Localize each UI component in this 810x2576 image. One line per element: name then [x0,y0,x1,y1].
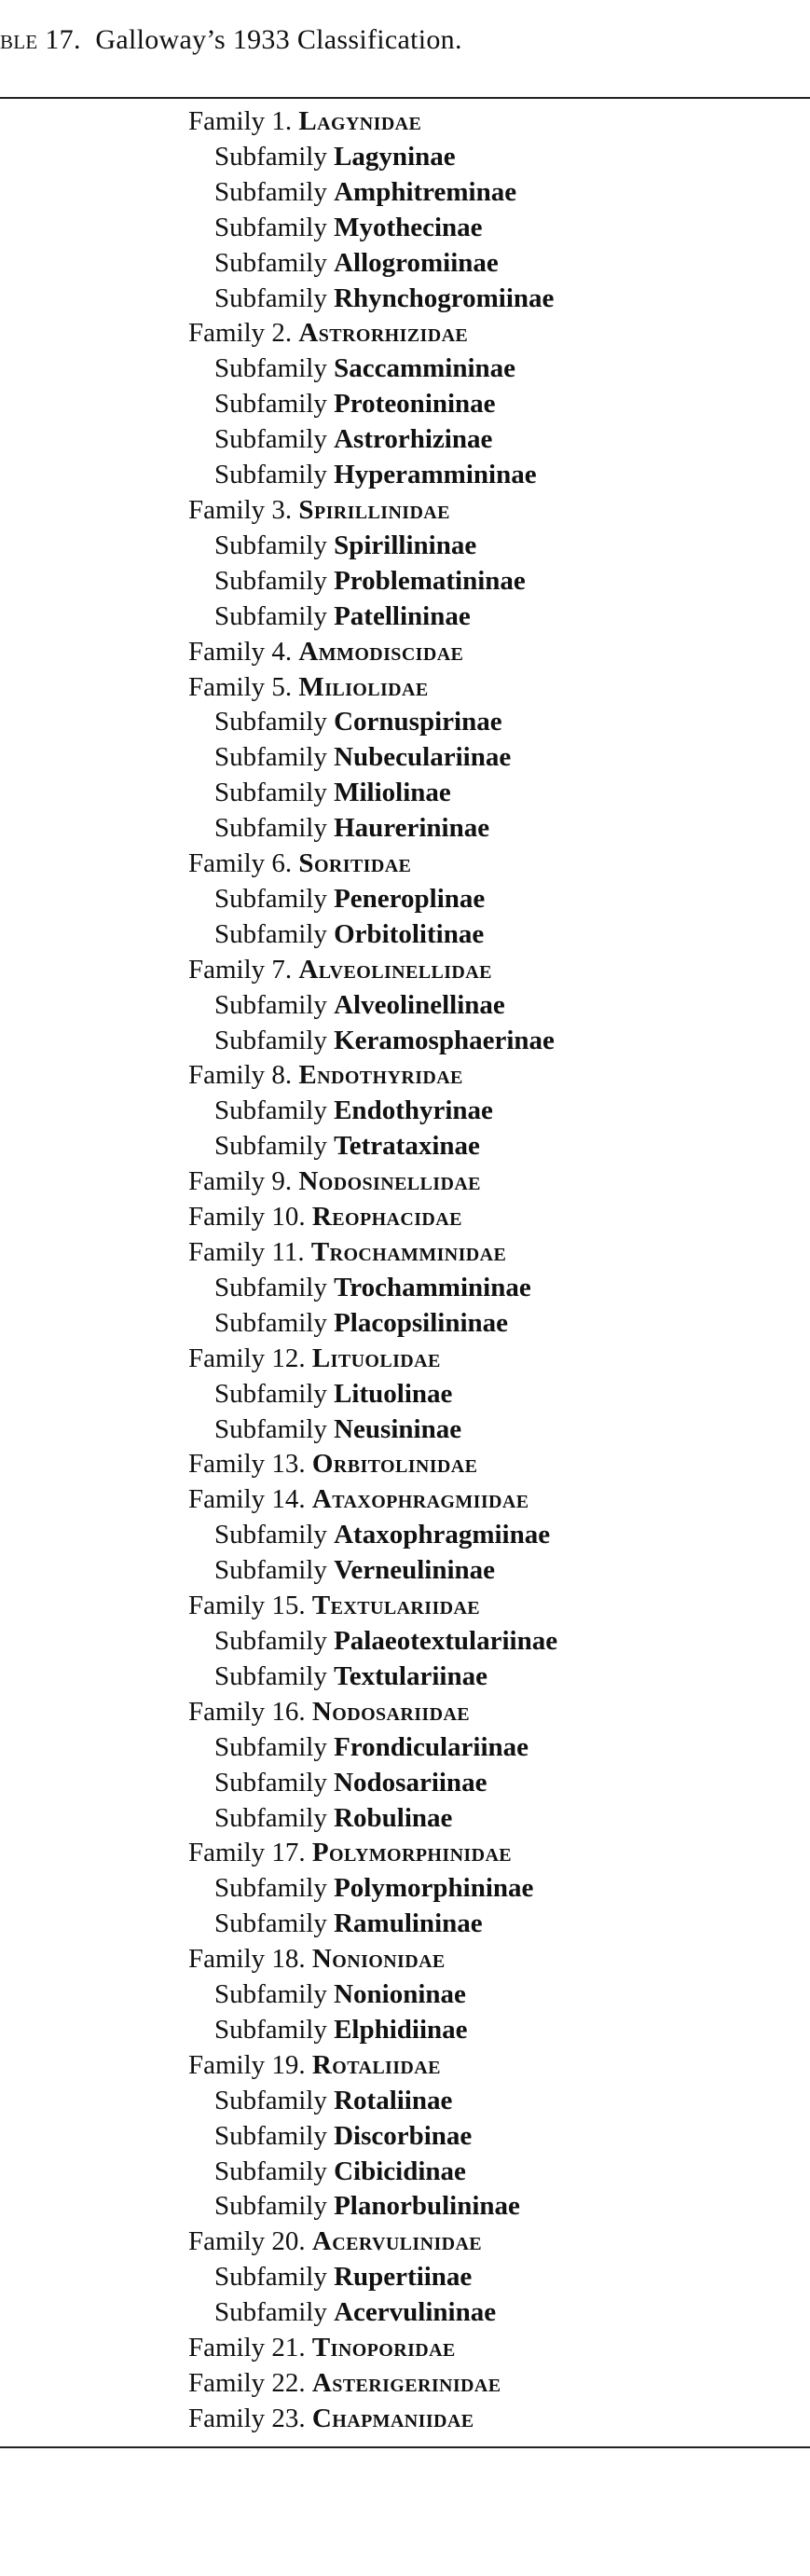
subfamily-name: Peneroplinae [334,883,486,914]
family-entry [188,1200,557,1235]
subfamily-name: Rhynchogromiinae [334,282,555,313]
subfamily-prefix: Subfamily [214,141,327,172]
subfamily-prefix: Subfamily [214,2014,327,2045]
subfamily-prefix: Subfamily [214,1095,327,1126]
subfamily-entry [188,2295,557,2331]
subfamily-entry [188,1129,557,1164]
family-prefix: Family 18. [188,1944,306,1975]
subfamily-name: Miliolinae [334,778,451,808]
subfamily-entry [188,811,557,847]
subfamily-name: Ataxophragmiinae [334,1520,551,1550]
family-entry [188,316,557,351]
family-prefix: Family 13. [188,1449,306,1480]
subfamily-prefix: Subfamily [214,2156,327,2186]
family-entry [188,1942,557,1977]
subfamily-prefix: Subfamily [214,1131,327,1162]
table-label: ble 17. [0,24,81,55]
subfamily-name: Cibicidinae [334,2156,466,2186]
subfamily-prefix: Subfamily [214,1979,327,2010]
subfamily-entry [188,175,557,211]
subfamily-name: Robulinae [334,1802,453,1833]
family-name: Ataxophragmiidae [311,1484,529,1515]
subfamily-prefix: Subfamily [214,1731,327,1762]
subfamily-name: Neusininae [334,1413,462,1444]
family-entry [188,2331,557,2366]
subfamily-name: Palaeotextulariinae [334,1625,558,1656]
subfamily-entry [188,1907,557,1942]
subfamily-name: Astrorhizinae [334,424,493,455]
subfamily-entry [188,1624,557,1660]
subfamily-name: Verneulininae [334,1555,496,1586]
family-name: Tinoporidae [311,2333,456,2363]
family-name: Acervulinidae [311,2226,483,2257]
subfamily-name: Saccammininae [334,353,516,384]
family-entry [188,1836,557,1871]
subfamily-prefix: Subfamily [214,1802,327,1833]
subfamily-name: Allogromiinae [334,247,499,278]
family-name: Nonionidae [311,1944,446,1975]
family-name: Spirillinidae [298,494,450,525]
subfamily-entry [188,422,557,458]
family-prefix: Family 19. [188,2049,306,2080]
family-prefix: Family 7. [188,954,293,985]
family-prefix: Family 2. [188,318,293,349]
subfamily-name: Proteonininae [334,389,496,420]
subfamily-name: Spirillininae [334,530,477,560]
subfamily-name: Tetrataxinae [334,1131,480,1162]
subfamily-entry [188,1801,557,1837]
subfamily-entry [188,740,557,776]
subfamily-name: Trochammininae [334,1272,531,1302]
subfamily-name: Haurerininae [334,813,490,844]
family-entry [188,2402,557,2437]
family-entry [188,493,557,529]
subfamily-entry [188,1766,557,1801]
subfamily-prefix: Subfamily [214,1660,327,1691]
subfamily-entry [188,2189,557,2225]
subfamily-name: Discorbinae [334,2120,473,2151]
subfamily-entry [188,140,557,175]
subfamily-name: Patellininae [334,600,471,631]
table-title: Galloway’s 1933 Classification. [95,24,462,55]
family-entry [188,670,557,706]
subfamily-entry [188,1412,557,1448]
subfamily-prefix: Subfamily [214,1555,327,1586]
subfamily-prefix: Subfamily [214,742,327,773]
subfamily-entry [188,246,557,282]
family-name: Nodosinellidae [298,1166,481,1197]
subfamily-prefix: Subfamily [214,600,327,631]
family-name: Orbitolinidae [311,1449,478,1480]
family-prefix: Family 12. [188,1343,306,1373]
subfamily-entry [188,1094,557,1129]
family-entry [188,1164,557,1200]
family-entry [188,1058,557,1094]
subfamily-name: Lituolinae [334,1378,453,1409]
family-prefix: Family 4. [188,636,293,667]
subfamily-entry [188,1977,557,2013]
subfamily-name: Planorbulininae [334,2191,520,2222]
table-caption [0,24,810,56]
subfamily-name: Elphidiinae [334,2014,468,2045]
family-prefix: Family 6. [188,848,293,879]
subfamily-prefix: Subfamily [214,389,327,420]
family-prefix: Family 20. [188,2226,306,2257]
subfamily-entry [188,2013,557,2048]
family-entry [188,2225,557,2260]
subfamily-name: Acervulininae [334,2297,497,2328]
subfamily-entry [188,1518,557,1553]
subfamily-prefix: Subfamily [214,2297,327,2328]
subfamily-name: Problematininae [334,565,526,596]
subfamily-entry [188,1730,557,1766]
family-prefix: Family 14. [188,1484,306,1515]
subfamily-prefix: Subfamily [214,883,327,914]
subfamily-name: Amphitreminae [334,176,517,207]
subfamily-name: Rupertiinae [334,2262,473,2293]
family-prefix: Family 22. [188,2368,306,2398]
subfamily-prefix: Subfamily [214,1520,327,1550]
subfamily-entry [188,1271,557,1306]
subfamily-prefix: Subfamily [214,989,327,1020]
subfamily-name: Orbitolitinae [334,918,485,949]
subfamily-entry [188,988,557,1024]
family-entry [188,635,557,670]
subfamily-prefix: Subfamily [214,176,327,207]
subfamily-prefix: Subfamily [214,565,327,596]
family-entry [188,1695,557,1730]
family-name: Nodosariidae [311,1696,471,1727]
subfamily-entry [188,776,557,811]
subfamily-prefix: Subfamily [214,1625,327,1656]
subfamily-name: Alveolinellinae [334,989,505,1020]
family-entry [188,953,557,988]
subfamily-entry [188,564,557,599]
family-name: Endothyridae [298,1060,463,1091]
subfamily-prefix: Subfamily [214,918,327,949]
subfamily-prefix: Subfamily [214,813,327,844]
family-entry [188,1235,557,1271]
family-prefix: Family 1. [188,106,293,136]
family-name: Lituolidae [311,1343,441,1373]
subfamily-prefix: Subfamily [214,1307,327,1338]
family-entry [188,1342,557,1377]
family-prefix: Family 11. [188,1237,305,1267]
subfamily-name: Textulariinae [334,1660,487,1691]
subfamily-prefix: Subfamily [214,2085,327,2115]
subfamily-prefix: Subfamily [214,460,327,490]
subfamily-entry [188,917,557,953]
subfamily-prefix: Subfamily [214,424,327,455]
family-prefix: Family 23. [188,2403,306,2433]
family-name: Lagynidae [298,106,422,136]
subfamily-entry [188,1306,557,1342]
subfamily-entry [188,1660,557,1695]
subfamily-entry [188,458,557,493]
subfamily-entry [188,2155,557,2190]
family-name: Chapmaniidae [311,2403,474,2433]
family-prefix: Family 3. [188,494,293,525]
subfamily-prefix: Subfamily [214,1413,327,1444]
family-entry [188,847,557,882]
subfamily-name: Myothecinae [334,212,483,242]
subfamily-prefix: Subfamily [214,707,327,737]
family-prefix: Family 15. [188,1591,306,1621]
subfamily-name: Cornuspirinae [334,707,502,737]
family-entry [188,1447,557,1482]
subfamily-prefix: Subfamily [214,2262,327,2293]
family-entry [188,2048,557,2084]
subfamily-name: Polymorphininae [334,1873,534,1904]
subfamily-prefix: Subfamily [214,530,327,560]
family-prefix: Family 5. [188,671,293,702]
family-entry [188,1482,557,1518]
family-name: Rotaliidae [311,2049,441,2080]
family-prefix: Family 17. [188,1838,306,1868]
subfamily-name: Endothyrinae [334,1095,493,1126]
subfamily-entry [188,1024,557,1059]
subfamily-prefix: Subfamily [214,212,327,242]
family-name: Trochamminidae [310,1237,507,1267]
subfamily-entry [188,351,557,387]
family-prefix: Family 9. [188,1166,293,1197]
bottom-rule [0,2446,810,2448]
classification-list [188,104,557,2437]
subfamily-prefix: Subfamily [214,2191,327,2222]
subfamily-prefix: Subfamily [214,1272,327,1302]
subfamily-entry [188,2119,557,2155]
subfamily-entry [188,705,557,740]
subfamily-prefix: Subfamily [214,1378,327,1409]
top-rule [0,97,810,99]
family-name: Astrorhizidae [298,318,469,349]
subfamily-name: Placopsilininae [334,1307,509,1338]
family-name: Ammodiscidae [298,636,464,667]
family-prefix: Family 10. [188,1202,306,1233]
subfamily-prefix: Subfamily [214,1025,327,1055]
subfamily-prefix: Subfamily [214,247,327,278]
subfamily-prefix: Subfamily [214,1767,327,1798]
subfamily-name: Keramosphaerinae [334,1025,555,1055]
subfamily-entry [188,387,557,422]
subfamily-entry [188,282,557,317]
subfamily-prefix: Subfamily [214,353,327,384]
subfamily-entry [188,1553,557,1589]
subfamily-name: Hyperammininae [334,460,537,490]
subfamily-prefix: Subfamily [214,2120,327,2151]
family-name: Reophacidae [311,1202,462,1233]
subfamily-entry [188,2260,557,2295]
subfamily-name: Nubeculariinae [334,742,512,773]
family-prefix: Family 21. [188,2333,306,2363]
subfamily-prefix: Subfamily [214,282,327,313]
family-name: Soritidae [298,848,412,879]
subfamily-name: Nodosariinae [334,1767,487,1798]
family-entry [188,104,557,140]
family-name: Miliolidae [298,671,429,702]
subfamily-prefix: Subfamily [214,778,327,808]
subfamily-entry [188,529,557,564]
subfamily-entry [188,2084,557,2119]
family-entry [188,1589,557,1624]
subfamily-name: Nonioninae [334,1979,466,2010]
family-name: Asterigerinidae [311,2368,501,2398]
family-name: Alveolinellidae [298,954,492,985]
family-name: Textulariidae [311,1591,481,1621]
family-name: Polymorphinidae [311,1838,513,1868]
family-entry [188,2366,557,2402]
subfamily-name: Frondiculariinae [334,1731,529,1762]
subfamily-entry [188,1871,557,1907]
subfamily-name: Rotaliinae [334,2085,453,2115]
family-prefix: Family 16. [188,1696,306,1727]
subfamily-prefix: Subfamily [214,1908,327,1939]
subfamily-entry [188,882,557,917]
family-prefix: Family 8. [188,1060,293,1091]
subfamily-prefix: Subfamily [214,1873,327,1904]
subfamily-name: Ramulininae [334,1908,483,1939]
subfamily-entry [188,1377,557,1412]
subfamily-name: Lagyninae [334,141,456,172]
subfamily-entry [188,599,557,635]
subfamily-entry [188,211,557,246]
